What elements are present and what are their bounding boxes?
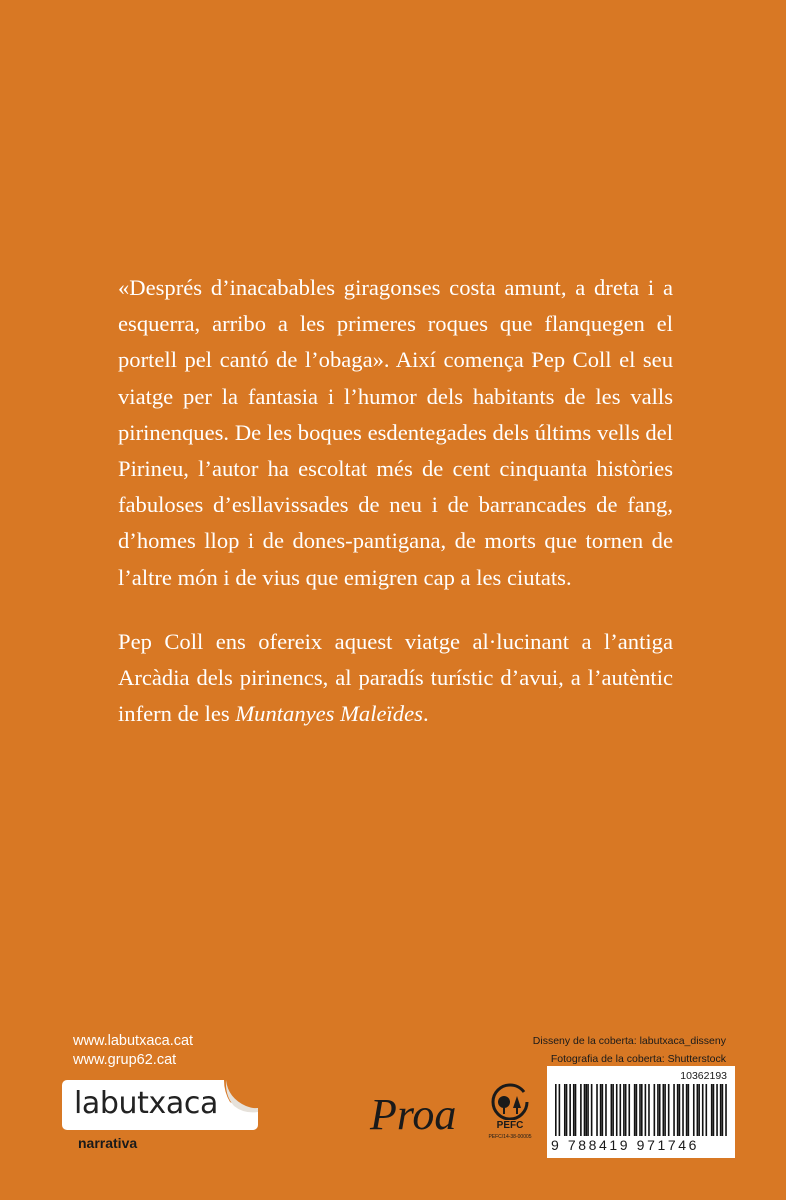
blurb-paragraph-2 bbox=[118, 624, 673, 733]
blurb-paragraph-2-end: . bbox=[422, 701, 429, 727]
barcode-bar bbox=[698, 1084, 700, 1136]
barcode-bar bbox=[602, 1084, 604, 1136]
barcode-bar bbox=[657, 1084, 659, 1136]
barcode-bar bbox=[720, 1084, 722, 1136]
barcode-bar bbox=[706, 1084, 708, 1136]
barcode-bar bbox=[697, 1084, 699, 1136]
barcode-bar bbox=[711, 1084, 713, 1136]
barcode-bar bbox=[612, 1084, 614, 1136]
barcode-bar bbox=[616, 1084, 618, 1136]
barcode-bar bbox=[648, 1084, 650, 1136]
barcode-bar bbox=[688, 1084, 690, 1136]
barcode-bar bbox=[566, 1084, 568, 1136]
barcode-bar bbox=[605, 1084, 607, 1136]
barcode-bar bbox=[587, 1084, 589, 1136]
barcode-bar bbox=[702, 1084, 704, 1136]
barcode-bar bbox=[585, 1084, 587, 1136]
barcode-bar bbox=[713, 1084, 715, 1136]
blurb-paragraph-1: «Després d’inacabables giragonses costa amunt, a dreta i a esquerra, arribo a les primeres roques que flanquegen el portell pel cantó de l’obaga». Així comença Pep Coll el seu viatge per la fantasia i l’humor dels habitants de les valls pirinenques. De les boques esdentegades dels últims vells del Pirineu, l’autor ha escoltat més de cent cinquanta històries fabuloses d’esllavissades de neu i de barrancades de fang, d’homes llop i de dones-pantigana, de morts que tornen de l’altre món i de vius que emigren cap a les ciutats. bbox=[118, 275, 673, 590]
barcode-bar bbox=[564, 1084, 566, 1136]
barcode-bar bbox=[641, 1084, 643, 1136]
barcode-bar bbox=[573, 1084, 575, 1136]
barcode-bar bbox=[664, 1084, 666, 1136]
barcode-bar bbox=[559, 1084, 561, 1136]
barcode-bar bbox=[584, 1084, 586, 1136]
barcode-bar bbox=[636, 1084, 638, 1136]
book-title-italic: Muntanyes Maleïdes bbox=[235, 701, 423, 727]
barcode-bar bbox=[668, 1084, 670, 1136]
page-curl-icon bbox=[224, 1080, 258, 1130]
pefc-tree-logo-icon bbox=[484, 1082, 536, 1120]
barcode-bar bbox=[596, 1084, 598, 1136]
barcode-bar bbox=[620, 1084, 622, 1136]
barcode-bar bbox=[722, 1084, 724, 1136]
barcode-bar bbox=[677, 1084, 679, 1136]
blurb-paragraph-2-text: Pep Coll ens ofereix aquest viatge al·lucinant a l’antiga Arcàdia dels pirinencs, al paradís turístic d’avui, a l’autèntic infern de les bbox=[118, 628, 673, 727]
back-cover-blurb bbox=[118, 270, 673, 732]
barcode-bar bbox=[716, 1084, 718, 1136]
barcode-bar bbox=[591, 1084, 593, 1136]
website-links bbox=[73, 1032, 193, 1070]
barcode-bar bbox=[580, 1084, 582, 1136]
publisher-logo-proa: Proa bbox=[370, 1090, 457, 1139]
product-code: 10362193 bbox=[680, 1070, 727, 1082]
barcode-bar bbox=[654, 1084, 656, 1136]
barcode-bar bbox=[673, 1084, 675, 1136]
barcode-bar bbox=[682, 1084, 684, 1136]
url-labutxaca: www.labutxaca.cat bbox=[73, 1033, 194, 1049]
credit-design: Disseny de la coberta: labutxaca_disseny bbox=[532, 1035, 726, 1047]
barcode-bar bbox=[575, 1084, 577, 1136]
barcode-bar bbox=[663, 1084, 665, 1136]
collection-label: narrativa bbox=[78, 1135, 138, 1151]
barcode-bar bbox=[634, 1084, 636, 1136]
barcode-bar bbox=[623, 1084, 625, 1136]
pefc-certification bbox=[484, 1082, 536, 1144]
barcode-bar bbox=[686, 1084, 688, 1136]
labutxaca-logo-text: labutxaca bbox=[74, 1086, 218, 1121]
barcode-bar bbox=[639, 1084, 641, 1136]
barcode-bar bbox=[625, 1084, 627, 1136]
barcode-bar bbox=[628, 1084, 630, 1136]
barcode-bar bbox=[725, 1084, 727, 1136]
credit-photo: Fotografia de la coberta: Shutterstock bbox=[550, 1053, 726, 1065]
url-grup62: www.grup62.cat bbox=[73, 1052, 177, 1068]
barcode-bar bbox=[600, 1084, 602, 1136]
barcode-bar bbox=[679, 1084, 681, 1136]
isbn-number: 9 788419 971746 bbox=[551, 1137, 699, 1153]
barcode-bar bbox=[693, 1084, 695, 1136]
barcode-bar bbox=[611, 1084, 613, 1136]
cover-credits bbox=[533, 1032, 726, 1068]
pefc-code: PEFC/14-38-00005 bbox=[488, 1134, 532, 1140]
barcode-bar bbox=[645, 1084, 647, 1136]
barcode-bar bbox=[569, 1084, 571, 1136]
pefc-label: PEFC bbox=[496, 1120, 524, 1131]
barcode-icon bbox=[555, 1084, 727, 1138]
barcode-bar bbox=[659, 1084, 661, 1136]
isbn-barcode bbox=[547, 1066, 735, 1158]
barcode-bar bbox=[555, 1084, 557, 1136]
labutxaca-logo bbox=[62, 1080, 258, 1130]
